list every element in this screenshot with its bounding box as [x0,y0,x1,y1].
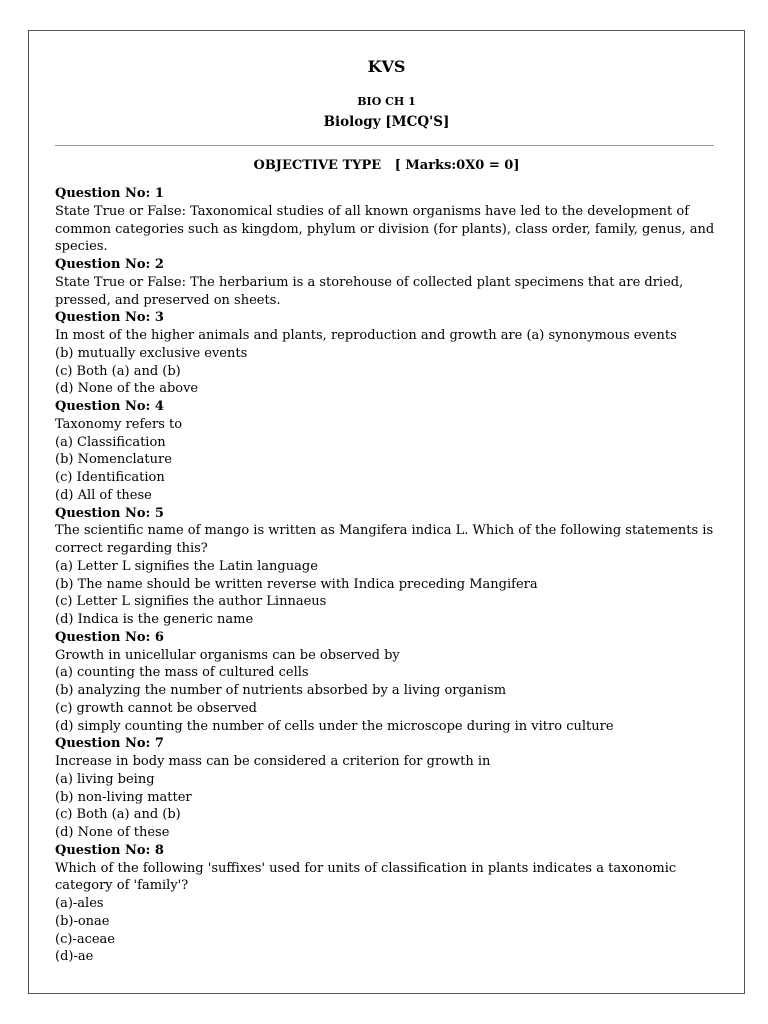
question-heading: Question No: 1 [55,186,164,201]
question-list [55,185,724,966]
question-text: State True or False: The herbarium is a storehouse of collected plant specimens that are dried, pressed, and preserved on sheets. [55,274,684,308]
question-2 [55,256,724,309]
question-text: Increase in body mass can be considered a criterion for growth in [55,754,491,769]
option: (c) growth cannot be observed [55,700,257,716]
chapter-code: BIO CH 1 [357,95,416,108]
option: (c) Identification [55,470,165,485]
question-3 [55,309,724,398]
question-heading: Question No: 7 [55,736,164,752]
option: (d) All of these [55,487,152,503]
question-heading: Question No: 8 [55,842,164,858]
option: (b)-onae [55,913,110,929]
question-text: The scientific name of mango is written as Mangifera indica L. Which of the following statements is correct regarding this? [55,523,714,556]
option: (d)-ae [55,949,94,965]
question-5 [55,505,724,629]
option: (b) The name should be written reverse with Indica preceding Mangifera [55,576,538,592]
question-text: Growth in unicellular organisms can be observed by [55,647,400,663]
question-heading: Question No: 3 [55,310,164,326]
question-7 [55,735,724,842]
option: (c)-aceae [55,931,115,947]
option: (b) mutually exclusive events [55,345,248,361]
question-heading: Question No: 4 [55,399,164,414]
option: (a) Classification [55,434,166,450]
question-text: State True or False: Taxonomical studies of all known organisms have led to the development of common categories such as kingdom, phylum or division (for plants), class order, family, genus, and species. [55,203,715,255]
option: (a) Letter L signifies the Latin language [55,558,318,574]
school-name: KVS [367,57,406,76]
option: (d) None of the above [55,381,199,397]
question-8 [55,842,724,966]
option: (b) Nomenclature [55,452,172,468]
question-1 [55,185,724,256]
question-text: Taxonomy refers to [55,416,183,432]
option: (d) Indica is the generic name [55,612,254,627]
question-heading: Question No: 6 [55,629,164,645]
question-6 [55,629,724,736]
objective-heading: OBJECTIVE TYPE [ Marks:0X0 = 0] [253,158,520,173]
option: (a)-ales [55,896,104,911]
option: (b) non-living matter [55,789,192,805]
subject-title: Biology [MCQ'S] [323,114,450,130]
header-divider [55,145,714,146]
document-page [28,30,745,994]
option: (d) None of these [55,825,170,840]
question-heading: Question No: 2 [55,257,164,272]
question-text: Which of the following 'suffixes' used for units of classification in plants indicates a taxonomic category of 'family'? [55,860,677,894]
option: (c) Letter L signifies the author Linnaeus [55,594,327,610]
question-text: In most of the higher animals and plants, reproduction and growth are (a) synonymous events [55,328,677,343]
question-4 [55,398,724,505]
option: (c) Both (a) and (b) [55,363,181,379]
option: (d) simply counting the number of cells under the microscope during in vitro culture [55,718,614,734]
option: (c) Both (a) and (b) [55,807,181,823]
option: (a) living being [55,771,155,787]
option: (a) counting the mass of cultured cells [55,665,309,681]
option: (b) analyzing the number of nutrients absorbed by a living organism [55,683,507,698]
question-heading: Question No: 5 [55,505,164,521]
